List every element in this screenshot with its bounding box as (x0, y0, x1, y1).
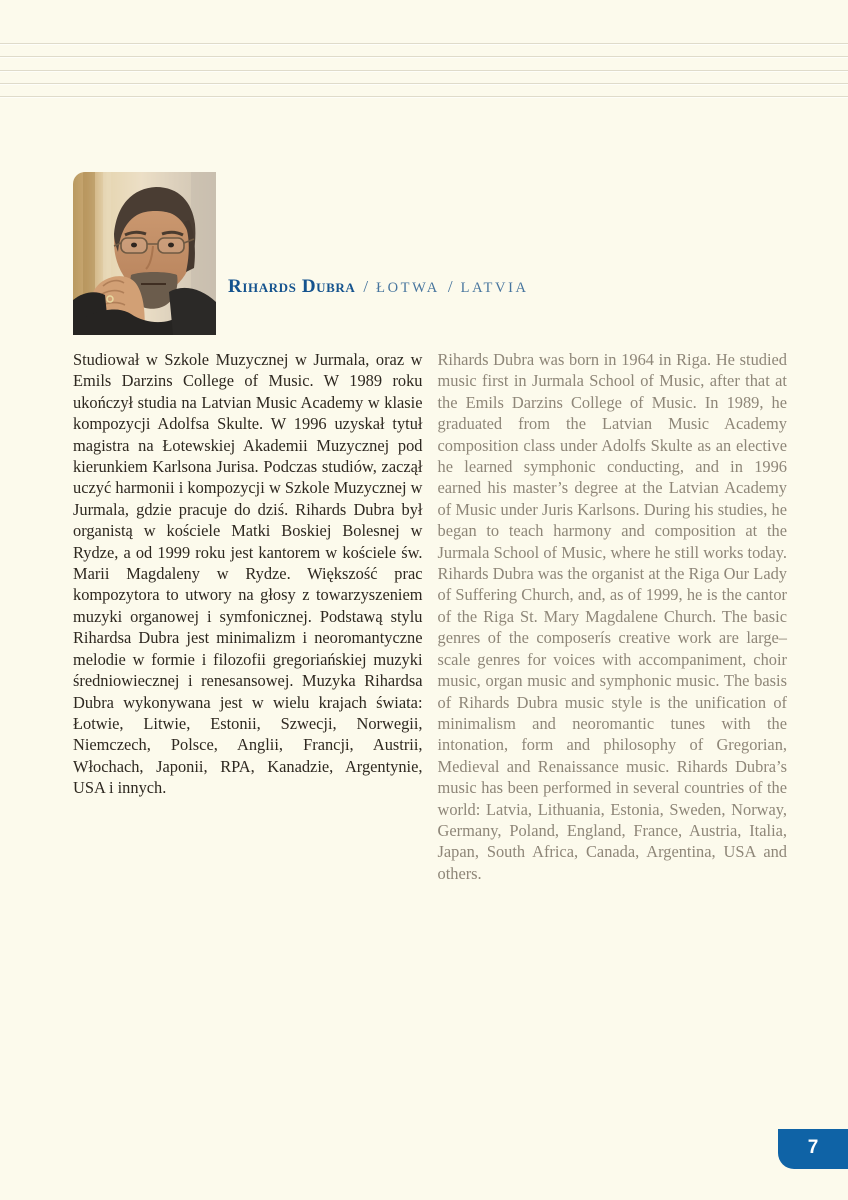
composer-heading (228, 276, 529, 299)
staff-line (0, 83, 848, 84)
country-polish: ŁOTWA (376, 280, 440, 296)
bio-paragraph-polish: Studiował w Szkole Muzycznej w Jurmala, oraz w Emils Darzins College of Music. W 1989 roku ukończył studia na Latvian Music Academy w klasie kompozycji Adolfsa Skulte. W 1996 uzyskał tytuł magistra na Łotewskiej Akademii Muzycznej pod kierunkiem Karlsona Jurisa. Podczas studiów, zaczął uczyć harmonii i kompozycji w Szkole Muzycznej w Jurmala, gdzie pracuje do dziś. Rihards Dubra był organistą w kościele Matki Boskiej Bolesnej w Rydze, a od 1999 roku jest kantorem w kościele św. Marii Magdaleny w Rydze. Większość prac kompozytora to utwory na głosy z towarzyszeniem muzyki organowej i symfonicznej. Podstawą stylu Rihardsa Dubra jest minimalizm i neoromantyczne melodie w formie i filozofii gregoriańskiej muzyki średniowiecznej i renesansowej. Muzyka Rihardsa Dubra wykonywana jest w wielu krajach świata: Łotwie, Litwie, Estonii, Szwecji, Norwegii, Niemczech, Polsce, Anglii, Francji, Austrii, Włochach, Japonii, RPA, Kanadzie, Argentynie, USA i innych. (73, 350, 423, 798)
country-english: LATVIA (460, 280, 529, 296)
heading-separator: / (447, 277, 453, 296)
page-number-badge (778, 1129, 848, 1169)
staff-line (0, 96, 848, 97)
composer-name: Rihards Dubra (228, 276, 356, 297)
heading-separator: / (363, 277, 369, 296)
page-number: 7 (807, 1137, 819, 1158)
staff-line (0, 70, 848, 71)
bio-paragraph-english: Rihards Dubra was born in 1964 in Riga. He studied music first in Jurmala School of Music, after that at the Emils Darzins College of Music. In 1989, he graduated from the Latvian Music Academy composition class under Adolfs Skulte as an elective he learned symphonic conducting, and in 1996 earned his master’s degree at the Latvian Academy of Music under Juris Karlsons. During his studies, he began to teach harmony and composition at the Jurmala School of Music, where he still works today. Rihards Dubra was the organist at the Riga Our Lady of Suffering Church, and, as of 1999, he is the cantor of the Riga St. Mary Magdalene Church. The basic genres of the composerís creative work are large–scale genres for voices with accompaniment, choir music, organ music and symphonic music. The basis of Rihards Dubra music style is the unification of minimalism and neoromantic tunes with the intonation, form and philosophy of Gregorian, Medieval and Renaissance music. Rihards Dubra’s music has been performed in several countries of the world: Latvia, Lithuania, Estonia, Sweden, Norway, Germany, Poland, England, France, Austria, Italia, Japan, South Africa, Canada, Argentina, USA and others. (437, 350, 787, 883)
staff-line (0, 56, 848, 57)
bio-columns (73, 349, 787, 884)
staff-line (0, 43, 848, 44)
composer-portrait-photo (73, 172, 216, 335)
music-staff-decoration (0, 0, 848, 110)
